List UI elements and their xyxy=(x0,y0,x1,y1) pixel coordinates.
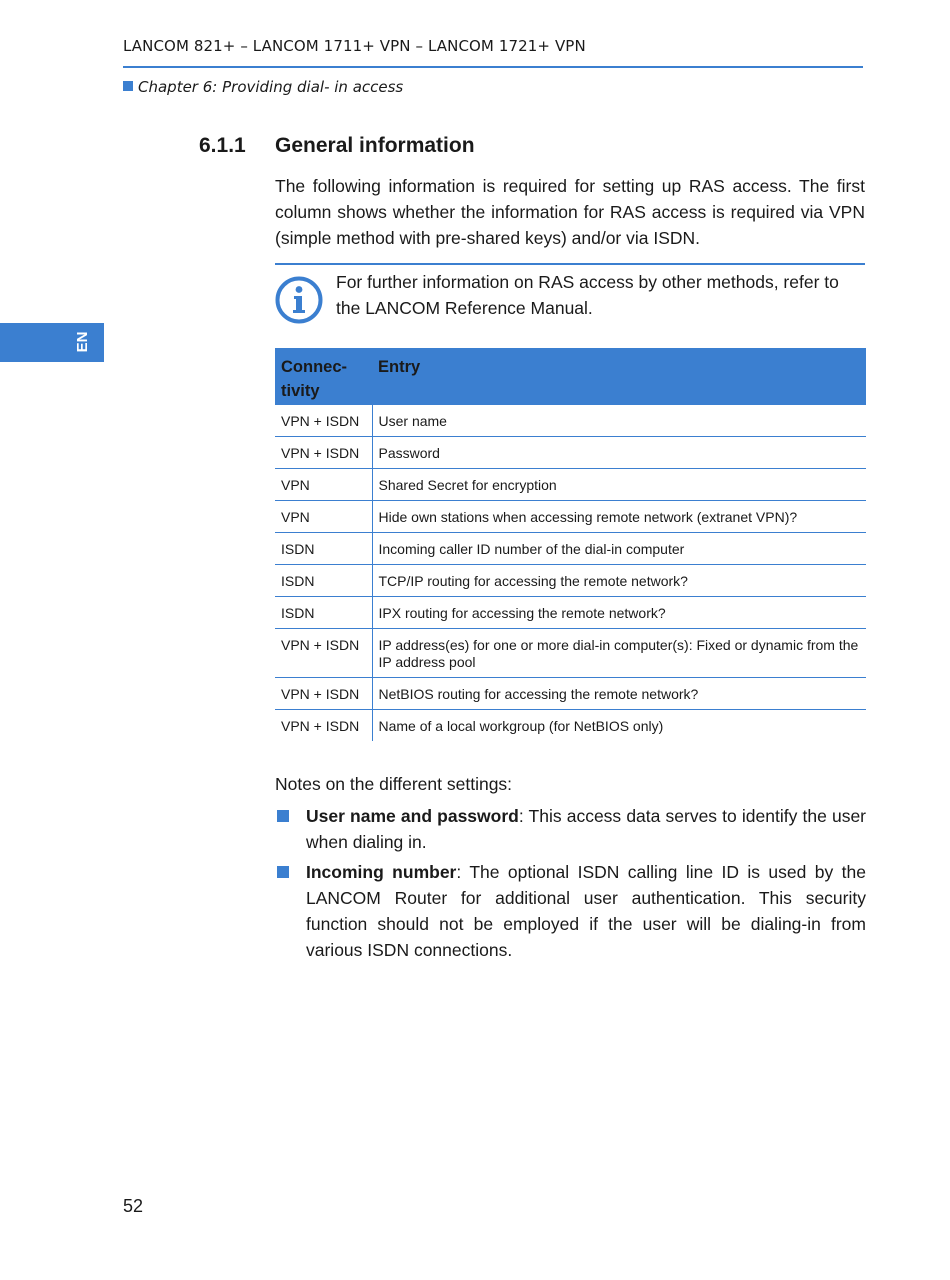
table-row xyxy=(275,678,866,710)
page-number: 52 xyxy=(123,1196,144,1216)
cell-entry: Hide own stations when accessing remote network (extranet VPN)? xyxy=(372,501,866,533)
table-row xyxy=(275,437,866,469)
cell-entry: Name of a local workgroup (for NetBIOS only) xyxy=(378,718,664,734)
cell-entry: TCP/IP routing for accessing the remote network? xyxy=(372,565,866,597)
cell-connectivity: ISDN xyxy=(275,565,372,597)
language-tab xyxy=(0,323,104,362)
note-term: User name and password xyxy=(306,806,519,826)
table-row xyxy=(275,629,866,678)
column-header-connectivity: Connec- tivity xyxy=(275,348,372,405)
cell-connectivity: VPN + ISDN xyxy=(275,678,372,710)
list-item xyxy=(275,859,866,963)
info-icon xyxy=(275,276,323,324)
cell-connectivity: VPN + ISDN xyxy=(275,437,372,469)
header-rule xyxy=(123,66,863,68)
note-text: : This access data serves to identify the user when dialing in. xyxy=(306,806,866,852)
bullet-square-icon xyxy=(277,810,289,822)
cell-connectivity: VPN xyxy=(275,501,372,533)
table-row xyxy=(275,501,866,533)
info-rule xyxy=(275,263,865,265)
table-row xyxy=(275,469,866,501)
info-note: For further information on RAS access by other methods, refer to the LANCOM Reference Manual. xyxy=(336,272,839,318)
note-term: Incoming number xyxy=(306,862,457,882)
chapter-label: Chapter 6: Providing dial- in access xyxy=(138,78,404,96)
section-number: 6.1.1 xyxy=(199,134,246,157)
table-row xyxy=(275,597,866,629)
table-row xyxy=(275,565,866,597)
notes-list xyxy=(275,803,866,967)
cell-connectivity: ISDN xyxy=(275,533,372,565)
cell-entry: Password xyxy=(372,437,866,469)
cell-connectivity: VPN xyxy=(275,469,372,501)
intro-paragraph: The following information is required for setting up RAS access. The first column shows whether the information for RAS access is required via VPN (simple method with pre-shared keys) and/or via ISDN. xyxy=(275,176,865,248)
cell-entry: IPX routing for accessing the remote network? xyxy=(372,597,866,629)
table-row xyxy=(275,405,866,437)
running-header-title: LANCOM 821+ – LANCOM 1711+ VPN – LANCOM 1721+ VPN xyxy=(123,37,586,55)
cell-entry: User name xyxy=(372,405,866,437)
chapter-square-icon xyxy=(123,81,133,91)
note-text: : The optional ISDN calling line ID is used by the LANCOM Router for additional user authentication. This security function should not be employed if the user will be dialing-in from various ISDN connections. xyxy=(306,862,866,960)
section-title: General information xyxy=(275,134,475,157)
list-item xyxy=(275,803,866,855)
table-row xyxy=(275,533,866,565)
chapter-heading xyxy=(123,78,403,96)
cell-entry: NetBIOS routing for accessing the remote network? xyxy=(372,678,866,710)
ras-info-table xyxy=(275,348,866,741)
column-header-entry: Entry xyxy=(372,348,866,405)
cell-connectivity: ISDN xyxy=(275,597,372,629)
cell-entry: IP address(es) for one or more dial-in computer(s): Fixed or dynamic from the IP address pool xyxy=(372,629,866,678)
cell-connectivity: VPN + ISDN xyxy=(275,629,372,678)
table-row xyxy=(275,710,866,742)
cell-connectivity: VPN + ISDN xyxy=(275,405,372,437)
language-tab-label: EN xyxy=(74,331,91,353)
bullet-square-icon xyxy=(277,866,289,878)
table-header-row xyxy=(275,348,866,405)
cell-entry: Incoming caller ID number of the dial-in computer xyxy=(372,533,866,565)
cell-connectivity: VPN + ISDN xyxy=(275,710,372,742)
cell-entry: Shared Secret for encryption xyxy=(372,469,866,501)
notes-intro: Notes on the different settings: xyxy=(275,774,513,794)
